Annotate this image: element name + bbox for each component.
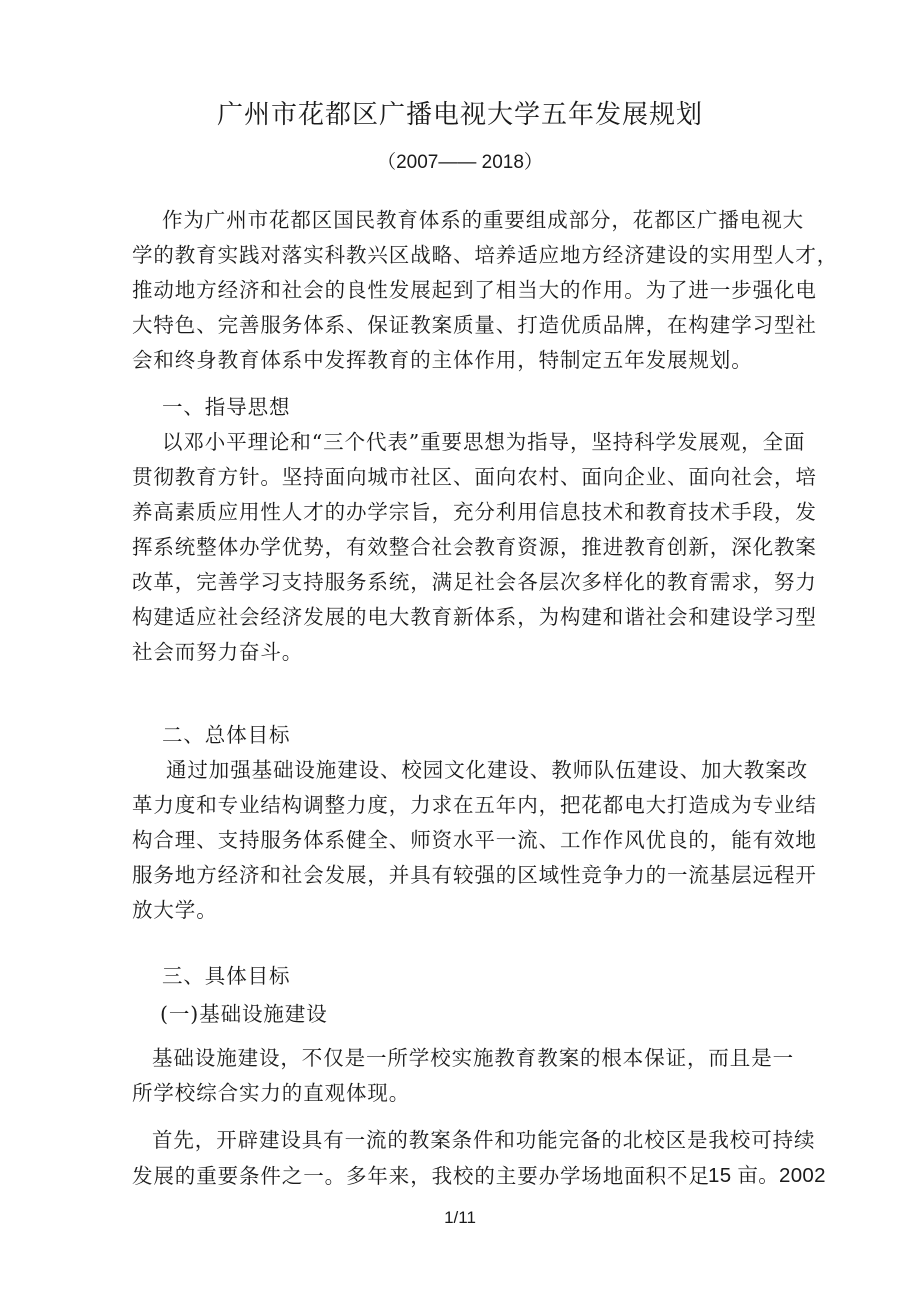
text-line: 二、总体目标	[162, 723, 291, 747]
text-line: 社会而努力奋斗。	[132, 640, 304, 664]
text-line: 作为广州市花都区国民教育体系的重要组成部分，花都区广播电视大	[162, 208, 804, 232]
text-line: 构建适应社会经济发展的电大教育新体系，为构建和谐社会和建设学习型	[132, 605, 817, 629]
text-line: 学的教育实践对落实科教兴区战略、培养适应地方经济建设的实用型人才，	[132, 243, 839, 267]
text-line: 革力度和专业结构调整力度，力求在五年内，把花都电大打造成为专业结	[132, 793, 817, 817]
text-line: 服务地方经济和社会发展，并具有较强的区域性竞争力的一流基层远程开	[132, 863, 817, 887]
text-line: 一、指导思想	[162, 395, 291, 419]
text-line: 推动地方经济和社会的良性发展起到了相当大的作用。为了进一步强化电	[132, 278, 817, 302]
text-line: 首先，开辟建设具有一流的教案条件和功能完备的北校区是我校可持续	[152, 1128, 816, 1152]
area-figure: 15 亩。2002	[708, 1164, 826, 1187]
text-line: 基础设施建设，不仅是一所学校实施教育教案的根本保证，而且是一	[152, 1046, 794, 1070]
text-line: 会和终身教育体系中发挥教育的主体作用，特制定五年发展规划。	[132, 348, 753, 372]
text-line: 三、具体目标	[162, 964, 291, 988]
text-line: (一)基础设施建设	[160, 1002, 328, 1026]
document-subtitle: （2007—— 2018）	[377, 152, 543, 173]
text-line: 放大学。	[132, 898, 218, 922]
text-line: 通过加强基础设施建设、校园文化建设、教师队伍建设、加大教案改	[166, 758, 808, 782]
text-line: 改革，完善学习支持服务系统，满足社会各层次多样化的教育需求，努力	[132, 570, 817, 594]
text-line: 贯彻教育方针。坚持面向城市社区、面向农村、面向企业、面向社会，培	[132, 465, 817, 489]
page-number: 1/11	[444, 1208, 476, 1227]
text-line: 所学校综合实力的直观体现。	[132, 1081, 411, 1105]
text-line: 以邓小平理论和“三个代表”重要思想为指导，坚持科学发展观，全面	[162, 430, 806, 454]
text-line: 挥系统整体办学优势，有效整合社会教育资源，推进教育创新，深化教案	[132, 535, 817, 559]
text-line: 发展的重要条件之一。多年来，我校的主要办学场地面积不足	[132, 1164, 710, 1188]
text-line: 养高素质应用性人才的办学宗旨，充分利用信息技术和教育技术手段，发	[132, 500, 817, 524]
text-line: 大特色、完善服务体系、保证教案质量、打造优质品牌，在构建学习型社	[132, 313, 817, 337]
document-title: 广州市花都区广播电视大学五年发展规划	[216, 100, 703, 130]
text-line: 构合理、支持服务体系健全、师资水平一流、工作作风优良的，能有效地	[132, 828, 817, 852]
